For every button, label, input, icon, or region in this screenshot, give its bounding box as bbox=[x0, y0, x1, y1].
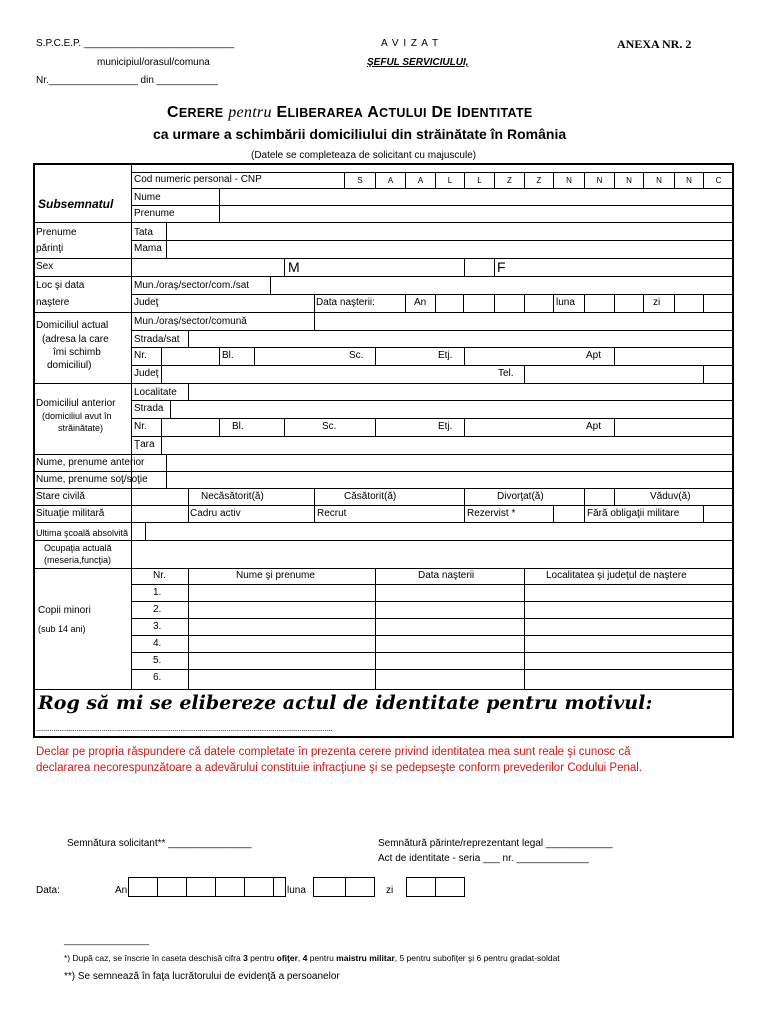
anexa-label: ANEXA NR. 2 bbox=[617, 37, 692, 51]
luna-label: luna bbox=[556, 297, 575, 308]
prenume-parinti-label-1: Prenume bbox=[36, 227, 77, 238]
loc-data-label-2: naştere bbox=[36, 297, 70, 308]
fara-obligatii-label: Fără obligaţii militare bbox=[587, 508, 680, 519]
prenume-label: Prenume bbox=[134, 208, 175, 219]
ultima-scoala-label: Ultima şcoală absolvită bbox=[36, 528, 129, 538]
nume-anterior-input[interactable] bbox=[167, 455, 732, 470]
page-title bbox=[167, 104, 533, 122]
cnp-digit-cell[interactable]: L bbox=[477, 176, 482, 185]
col-nr-header: Nr. bbox=[153, 570, 166, 581]
dom-anterior-strada-input[interactable] bbox=[171, 401, 732, 417]
dom-actual-label-2: (adresa la care bbox=[42, 334, 109, 345]
bl-anterior-label: Bl. bbox=[232, 421, 244, 432]
data-an-label: An bbox=[115, 885, 128, 896]
nume-sot-label: Nume, prenume soţ/soţie bbox=[36, 474, 148, 485]
footnote-divider: _________________ bbox=[64, 935, 150, 945]
mun-oras-comuna-label: Mun./oraş/sector/comună bbox=[134, 316, 247, 327]
nr-line: Nr.________________ din ___________ bbox=[36, 75, 218, 86]
localitate-label: Localitate bbox=[134, 387, 177, 398]
situatie-militara-label: Situaţie militară bbox=[36, 508, 105, 519]
municipiul-label: municipiul/orasul/comuna bbox=[97, 57, 210, 68]
cnp-digit-cell[interactable]: N bbox=[626, 176, 632, 185]
tel-label: Tel. bbox=[498, 368, 514, 379]
data-label: Data: bbox=[36, 885, 60, 896]
etj-label: Etj. bbox=[438, 350, 453, 361]
dom-anterior-label-1: Domiciliul anterior bbox=[36, 398, 116, 409]
semnatura-parinte[interactable]: Semnătură părinte/reprezentant legal ____________ bbox=[378, 838, 613, 849]
dom-actual-label-1: Domiciliul actual bbox=[36, 320, 109, 331]
col-nume-header: Nume şi prenume bbox=[236, 570, 315, 581]
cnp-digit-cell[interactable]: N bbox=[686, 176, 692, 185]
copil-row-number: 6. bbox=[153, 672, 162, 683]
avizat-label: A V I Z A T bbox=[381, 38, 440, 49]
sc-label: Sc. bbox=[349, 350, 364, 361]
col-localitate-header: Localitatea şi judeţul de naştere bbox=[546, 570, 687, 581]
tara-input[interactable] bbox=[162, 437, 732, 453]
divortat-label: Divorţat(ă) bbox=[497, 491, 544, 502]
sex-m-checkbox[interactable] bbox=[132, 259, 283, 275]
copil-row[interactable] bbox=[189, 602, 732, 618]
casatorit-label: Căsătorit(ă) bbox=[344, 491, 397, 502]
copii-sub14-label: (sub 14 ani) bbox=[38, 624, 86, 634]
cadru-activ-label: Cadru activ bbox=[190, 508, 241, 519]
copil-row[interactable] bbox=[189, 636, 732, 652]
dom-actual-label-4: domiciliul) bbox=[47, 360, 92, 371]
title-eliberarea: ELIBERAREA ACTULUI DE IDENTITATE bbox=[276, 104, 533, 121]
ocupatia-label-1: Ocupaţia actuală bbox=[44, 543, 112, 553]
tel-input[interactable] bbox=[525, 366, 702, 382]
cnp-digit-cell[interactable]: N bbox=[596, 176, 603, 185]
loc-nastere-input[interactable] bbox=[271, 277, 732, 293]
copil-row-number: 3. bbox=[153, 621, 162, 632]
judet-nastere-label: Judeţ bbox=[134, 297, 159, 308]
motiv-dots: .......................................................................................................................................................... bbox=[36, 724, 333, 733]
tata-label: Tata bbox=[134, 227, 153, 238]
act-identitate[interactable]: Act de identitate - seria ___ nr. _____________ bbox=[378, 853, 589, 864]
copil-row[interactable] bbox=[189, 653, 732, 669]
cnp-digit-cell[interactable]: L bbox=[447, 176, 453, 185]
ocupatia-input[interactable] bbox=[132, 541, 732, 568]
nr-label: Nr. bbox=[134, 350, 147, 361]
cnp-digit-cell[interactable]: A bbox=[387, 176, 394, 185]
declaration-line-1: Declar pe propria răspundere că datele completate în prezenta cerere privind identitatea mea sunt reale şi cunosc că bbox=[36, 746, 631, 758]
divortat-checkbox[interactable] bbox=[585, 489, 614, 504]
col-data-header: Data naşterii bbox=[418, 570, 475, 581]
an-label: An bbox=[414, 297, 427, 308]
mama-input[interactable] bbox=[167, 241, 732, 257]
sex-m-label: M bbox=[288, 259, 300, 275]
copil-row[interactable] bbox=[189, 585, 732, 601]
mama-label: Mama bbox=[134, 243, 162, 254]
nume-label: Nume bbox=[134, 192, 161, 203]
title-pentru: pentru bbox=[228, 104, 272, 121]
copii-minori-label: Copii minori bbox=[38, 605, 91, 616]
subtitle: ca urmare a schimbării domiciliului din străinătate în România bbox=[153, 126, 567, 142]
judet-actual-label: Judeţ bbox=[134, 368, 159, 379]
copil-row[interactable] bbox=[189, 670, 732, 686]
necasatorit-checkbox[interactable] bbox=[132, 489, 188, 504]
declaration-line-2: declararea necorespunzătoare a adevărului constituie infracţiune şi se pedepseşte conform prevederilor Codului Penal. bbox=[36, 762, 643, 774]
vaduv-label: Văduv(ă) bbox=[650, 491, 691, 502]
majuscule-note: (Datele se completeaza de solicitant cu majuscule) bbox=[251, 150, 477, 161]
semnatura-solicitant[interactable]: Semnătura solicitant** _______________ bbox=[67, 838, 252, 849]
recrut-label: Recrut bbox=[317, 508, 347, 519]
cnp-digit-cell[interactable]: S bbox=[357, 176, 363, 185]
data-zi-label: zi bbox=[386, 885, 394, 896]
loc-data-label-1: Loc şi data bbox=[36, 280, 85, 291]
dom-actual-localitate-input[interactable] bbox=[315, 313, 732, 329]
strada-sat-label: Strada/sat bbox=[134, 334, 180, 345]
footnote-1: *) După caz, se înscrie în caseta deschisă cifra 3 pentru ofiţer, 4 pentru maistru militar, 5 pentru subofiţer şi 6 pentru gradat-soldat bbox=[64, 953, 560, 963]
nr-anterior-label: Nr. bbox=[134, 421, 147, 432]
dom-anterior-label-3: străinătate) bbox=[58, 423, 104, 433]
sc-anterior-label: Sc. bbox=[322, 421, 337, 432]
judet-nastere-input[interactable] bbox=[132, 295, 313, 311]
copil-row-number: 4. bbox=[153, 638, 162, 649]
rog-text: Rog să mi se elibereze actul de identitate pentru motivul: bbox=[38, 692, 653, 714]
dom-actual-strada-input[interactable] bbox=[189, 331, 732, 346]
sex-f-label: F bbox=[497, 259, 506, 275]
prenume-parinti-label-2: părinţi bbox=[36, 243, 64, 254]
zi-label: zi bbox=[653, 297, 661, 308]
data-luna-label: luna bbox=[287, 885, 306, 896]
nume-sot-input[interactable] bbox=[167, 472, 732, 487]
apt-label: Apt bbox=[586, 350, 602, 361]
cnp-digit-cell[interactable]: A bbox=[417, 176, 424, 185]
footnote-2: **) Se semnează în faţa lucrătorului de evidenţă a persoanelor bbox=[64, 971, 340, 982]
dom-anterior-label-2: (domiciliul avut în bbox=[42, 411, 112, 421]
spcep-line: S.P.C.E.P. ___________________________ bbox=[36, 38, 235, 49]
title-cerere: CERERE bbox=[167, 104, 224, 121]
bl-label: Bl. bbox=[222, 350, 234, 361]
copil-row-number: 1. bbox=[153, 587, 162, 598]
necasatorit-label: Necăsătorit(ă) bbox=[201, 491, 264, 502]
ocupatia-label-2: (meseria,funcţia) bbox=[44, 555, 112, 565]
seful-label: ŞEFUL SERVICIULUI, bbox=[367, 57, 469, 68]
cnp-label: Cod numeric personal - CNP bbox=[134, 174, 262, 185]
cnp-digit-cell[interactable]: Z bbox=[507, 176, 512, 185]
cnp-digit-cell[interactable]: Z bbox=[536, 176, 542, 185]
copil-row-number: 2. bbox=[153, 604, 162, 615]
copil-row[interactable] bbox=[189, 619, 732, 635]
cnp-digit-cell[interactable]: C bbox=[715, 176, 722, 185]
cnp-digit-cell[interactable]: N bbox=[656, 176, 662, 185]
rezervist-label: Rezervist * bbox=[467, 508, 516, 519]
strada-label: Strada bbox=[134, 403, 164, 414]
sex-label: Sex bbox=[36, 261, 54, 272]
copil-row-number: 5. bbox=[153, 655, 162, 666]
dom-anterior-localitate-input[interactable] bbox=[189, 384, 732, 399]
subsemnatul-label: Subsemnatul bbox=[38, 197, 114, 211]
judet-actual-input[interactable] bbox=[162, 366, 497, 382]
sex-f-checkbox[interactable] bbox=[465, 259, 494, 275]
nume-input[interactable] bbox=[220, 189, 732, 205]
data-nasterii-label: Data naşterii: bbox=[316, 297, 375, 308]
nume-anterior-label: Nume, prenume anterior bbox=[36, 457, 145, 468]
cnp-digit-cell[interactable]: N bbox=[566, 176, 572, 185]
apt-anterior-label: Apt bbox=[586, 421, 602, 432]
motiv-input[interactable] bbox=[36, 716, 731, 734]
stare-civila-label: Stare civilă bbox=[36, 491, 85, 502]
etj-anterior-label: Etj. bbox=[438, 421, 453, 432]
tara-label: Ţara bbox=[134, 439, 155, 450]
dom-actual-label-3: îmi schimb bbox=[53, 347, 101, 358]
mun-oras-label: Mun./oraş/sector/com./sat bbox=[134, 280, 250, 291]
tata-input[interactable] bbox=[167, 223, 732, 239]
ultima-scoala-input[interactable] bbox=[146, 523, 732, 539]
prenume-input[interactable] bbox=[220, 206, 732, 222]
